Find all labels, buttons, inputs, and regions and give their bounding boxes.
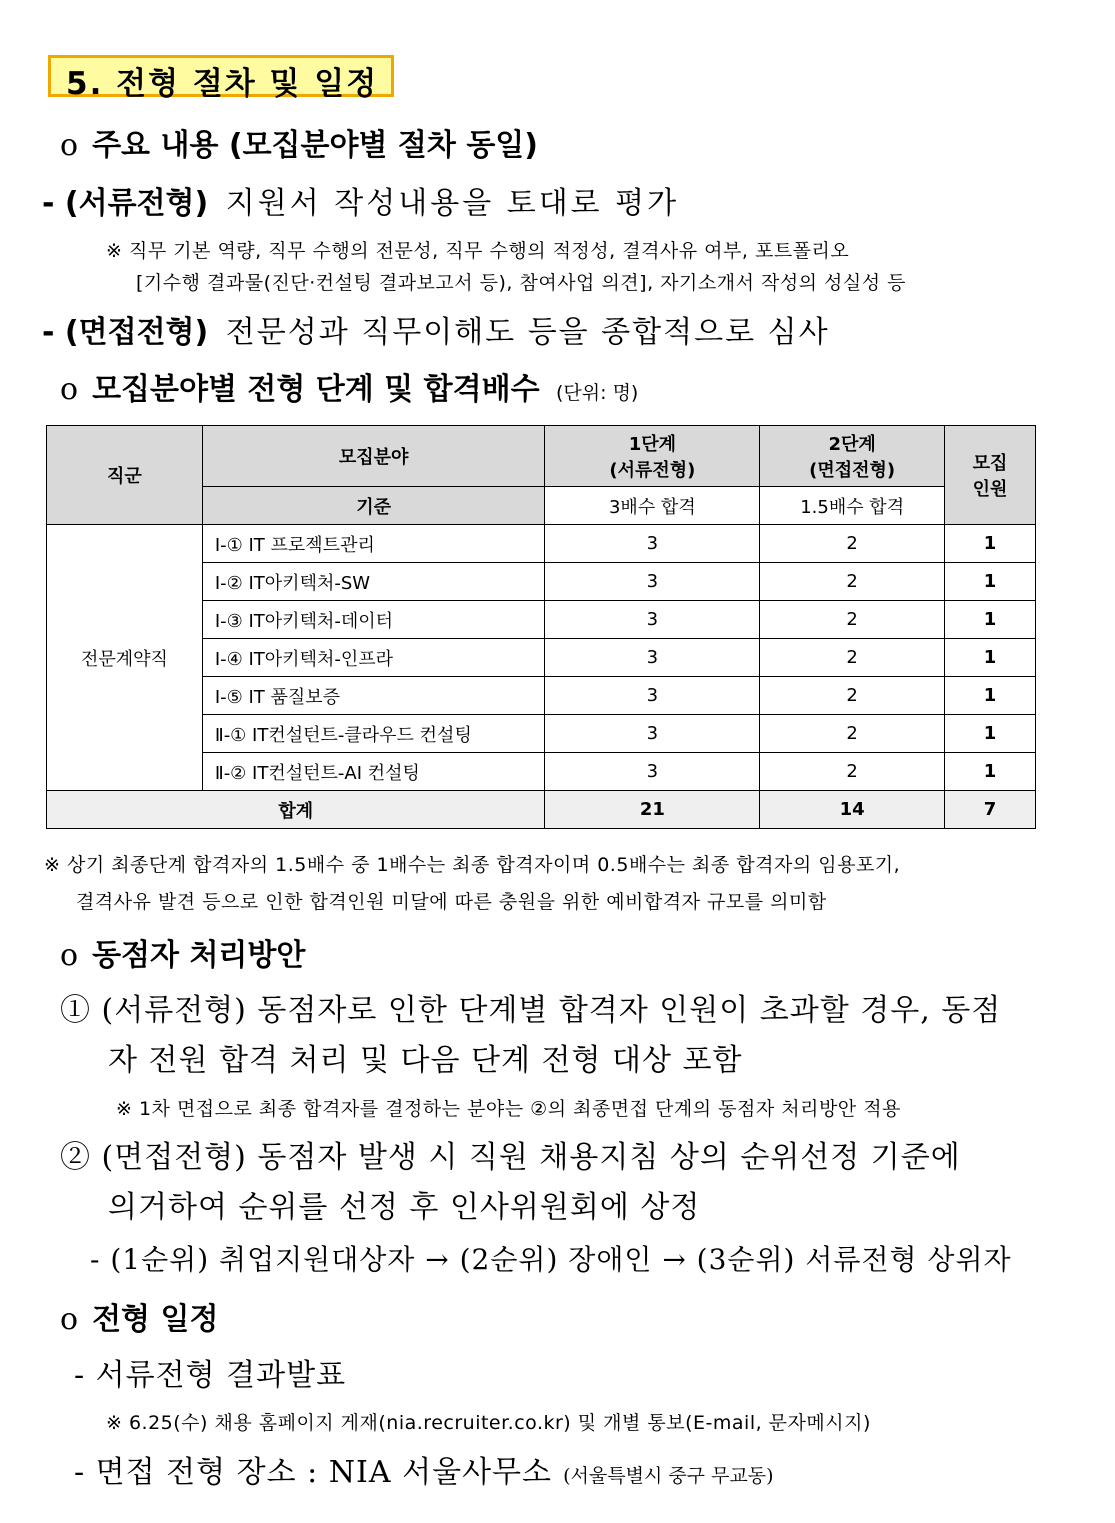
stage2-cell: 2: [760, 601, 945, 639]
header-headcount-line2: 인원: [972, 479, 1008, 500]
headcount-cell: 1: [945, 639, 1036, 677]
section-title: 5. 전형 절차 및 일정: [66, 66, 379, 102]
stage1-cell: 3: [545, 563, 760, 601]
total-headcount: 7: [945, 791, 1036, 829]
schedule-result-note: ※ 6.25(수) 채용 홈페이지 게재(nia.recruiter.co.kr) 및 개별 통보(E-mail, 문자메시지): [106, 1412, 871, 1434]
schedule-result-label: - 서류전형 결과발표: [74, 1358, 347, 1393]
headcount-cell: 1: [945, 601, 1036, 639]
headcount-cell: 1: [945, 525, 1036, 563]
stage2-cell: 2: [760, 563, 945, 601]
total-stage2: 14: [760, 791, 945, 829]
stages-heading-text: 모집분야별 전형 단계 및 합격배수: [92, 372, 540, 407]
doc-screening-note-1: ※ 직무 기본 역량, 직무 수행의 전문성, 직무 수행의 적정성, 결격사유 여부, 포트폴리오: [106, 240, 850, 262]
schedule-heading: [60, 1294, 218, 1338]
header-stage1-criteria: 3배수 합격: [545, 487, 760, 525]
schedule-venue-label: - 면접 전형 장소 : NIA 서울사무소: [74, 1455, 553, 1490]
header-stage2-line2: (면접전형): [809, 460, 896, 481]
headcount-cell: 1: [945, 753, 1036, 791]
selection-table: [46, 425, 1036, 829]
stage2-cell: 2: [760, 525, 945, 563]
bullet-icon: o: [60, 128, 79, 163]
total-label: 합계: [47, 791, 545, 829]
schedule-venue-address: (서울특별시 중구 무교동): [563, 1465, 774, 1487]
table-note-2: 결격사유 발견 등으로 인한 합격인원 미달에 따른 충원을 위한 예비합격자 규모를 의미함: [76, 891, 827, 913]
tie-heading: [60, 930, 305, 974]
stage1-cell: 3: [545, 677, 760, 715]
interview-label: - (면접전형): [42, 315, 209, 350]
tie-heading-text: 동점자 처리방안: [92, 938, 306, 973]
field-cell: Ⅰ-⑤ IT 품질보증: [202, 677, 545, 715]
header-stage2: [760, 426, 945, 487]
tie-item2-line1: ② (면접전형) 동점자 발생 시 직원 채용지침 상의 순위선정 기준에: [60, 1140, 961, 1175]
header-headcount-line1: 모집: [972, 453, 1008, 474]
total-stage1: 21: [545, 791, 760, 829]
field-cell: Ⅰ-④ IT아키텍처-인프라: [202, 639, 545, 677]
headcount-cell: 1: [945, 677, 1036, 715]
tie-item1-line2: 자 전원 합격 처리 및 다음 단계 전형 대상 포함: [108, 1043, 743, 1078]
header-criteria: 기준: [202, 487, 545, 525]
header-stage1: [545, 426, 760, 487]
table-note-1: ※ 상기 최종단계 합격자의 1.5배수 중 1배수는 최종 합격자이며 0.5배수는 최종 합격자의 임용포기,: [44, 854, 901, 876]
tie-priority: - (1순위) 취업지원대상자 → (2순위) 장애인 → (3순위) 서류전형 상위자: [90, 1243, 1012, 1276]
bullet-icon: o: [60, 1302, 79, 1337]
field-cell: Ⅱ-① IT컨설턴트-클라우드 컨설팅: [202, 715, 545, 753]
header-stage1-line2: (서류전형): [609, 460, 696, 481]
stage2-cell: 2: [760, 715, 945, 753]
header-stage2-line1: 2단계: [828, 434, 876, 455]
field-cell: Ⅱ-② IT컨설턴트-AI 컨설팅: [202, 753, 545, 791]
doc-screening-text: 지원서 작성내용을 토대로 평가: [225, 186, 680, 221]
stages-heading: [60, 364, 638, 408]
bullet-icon: o: [60, 372, 79, 407]
header-stage1-line1: 1단계: [628, 434, 676, 455]
stage2-cell: 2: [760, 753, 945, 791]
stage1-cell: 3: [545, 601, 760, 639]
stage1-cell: 3: [545, 753, 760, 791]
group-cell: 전문계약직: [47, 525, 203, 791]
interview-line: [42, 307, 830, 351]
tie-item2-line2: 의거하여 순위를 선정 후 인사위원회에 상정: [108, 1190, 701, 1225]
field-cell: Ⅰ-③ IT아키텍처-데이터: [202, 601, 545, 639]
field-cell: Ⅰ-① IT 프로젝트관리: [202, 525, 545, 563]
headcount-cell: 1: [945, 715, 1036, 753]
doc-screening-label: - (서류전형): [42, 186, 209, 221]
header-headcount: [945, 426, 1036, 525]
header-stage2-criteria: 1.5배수 합격: [760, 487, 945, 525]
header-group: 직군: [47, 426, 203, 525]
headcount-cell: 1: [945, 563, 1036, 601]
header-field: 모집분야: [202, 426, 545, 487]
bullet-icon: o: [60, 938, 79, 973]
doc-screening-note-2: [기수행 결과물(진단·컨설팅 결과보고서 등), 참여사업 의견], 자기소개서 작성의 성실성 등: [136, 272, 907, 294]
stage2-cell: 2: [760, 677, 945, 715]
tie-item1-line1: ① (서류전형) 동점자로 인한 단계별 합격자 인원이 초과할 경우, 동점: [60, 993, 1002, 1028]
field-cell: Ⅰ-② IT아키텍처-SW: [202, 563, 545, 601]
main-content-heading-text: 주요 내용 (모집분야별 절차 동일): [92, 128, 539, 163]
main-content-heading: [60, 120, 538, 164]
interview-text: 전문성과 직무이해도 등을 종합적으로 심사: [225, 315, 830, 350]
stages-unit: (단위: 명): [556, 382, 639, 404]
tie-item1-note: ※ 1차 면접으로 최종 합격자를 결정하는 분야는 ②의 최종면접 단계의 동점자 처리방안 적용: [116, 1098, 901, 1120]
stage1-cell: 3: [545, 525, 760, 563]
table-row: [47, 525, 1036, 563]
schedule-venue-line: [74, 1447, 774, 1491]
doc-screening-line: [42, 178, 679, 222]
stage1-cell: 3: [545, 639, 760, 677]
schedule-heading-text: 전형 일정: [92, 1302, 219, 1337]
total-row: [47, 791, 1036, 829]
stage1-cell: 3: [545, 715, 760, 753]
stage2-cell: 2: [760, 639, 945, 677]
